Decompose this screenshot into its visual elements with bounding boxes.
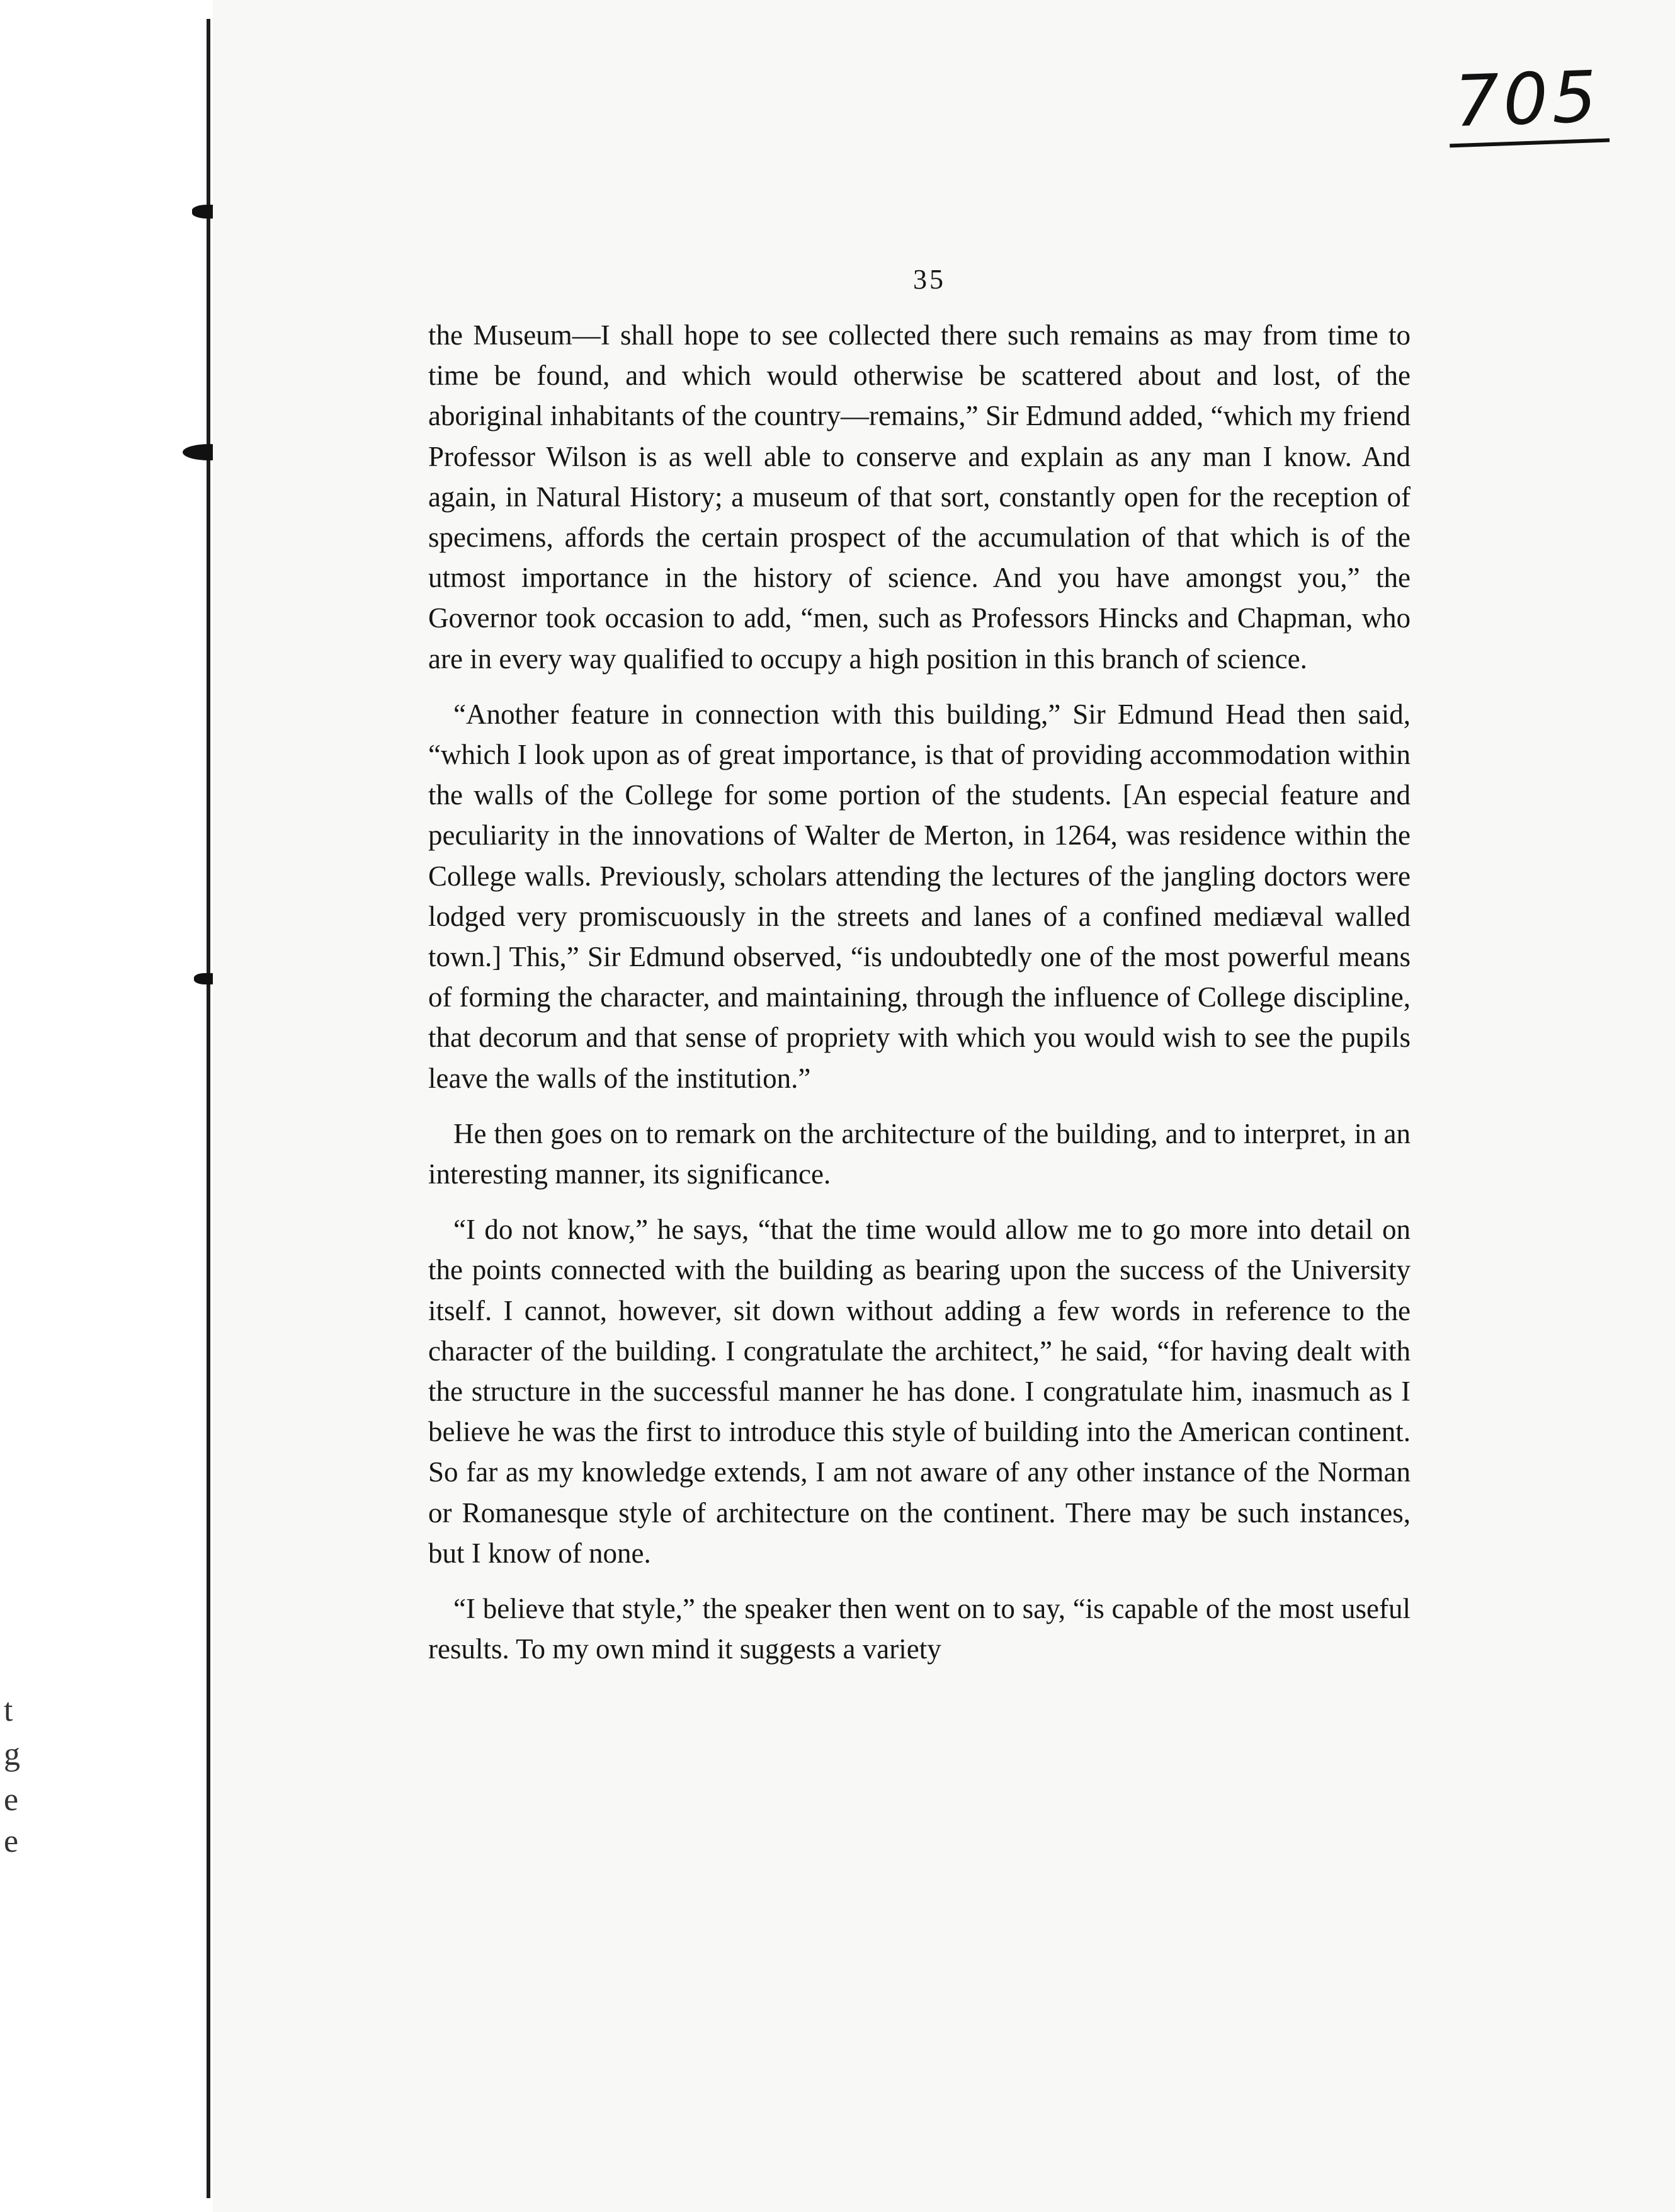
- paragraph: “Another feature in connection with this building,” Sir Edmund Head then said, “which I look upon as of great importance, is that of providing accommodation within the walls of the College for some portion of the students. [An especial feature and peculiarity in the innovations of Walter de Merton, in 1264, was residence within the College walls. Previously, scholars attending the lectures of the jangling doctors were lodged very promiscuously in the streets and lanes of a confined mediæval walled town.] This,” Sir Edmund observed, “is undoubtedly one of the most powerful means of forming the character, and maintaining, through the influence of College discipline, that decorum and that sense of propriety with which you would wish to see the pupils leave the walls of the institution.”: [428, 698, 1411, 1094]
- margin-fragment: e: [4, 1823, 19, 1859]
- handwritten-folio-number: 705: [1447, 60, 1610, 147]
- paragraph: the Museum—I shall hope to see collected there such remains as may from time to time be found, and which would otherwise be scattered about and lost, of the aboriginal inhabitants of the country—remains,” Sir Edmund added, “which my friend Professor Wilson is as well able to conserve and explain as any man I know. And again, in Natural History; a museum of that sort, constantly open for the reception of specimens, affords the certain prospect of the accumulation of that which is of the utmost importance in the history of science. And you have amongst you,” the Governor took occasion to add, “men, such as Professors Hincks and Chapman, who are in every way qualified to occupy a high position in this branch of science.: [428, 319, 1411, 675]
- paragraph: “I believe that style,” the speaker then went on to say, “is capable of the most useful results. To my own mind it suggests a variety: [428, 1593, 1411, 1665]
- paragraph: “I do not know,” he says, “that the time would allow me to go more into detail on the points connected with the building as bearing upon the success of the University itself. I cannot, however, sit down without adding a few words in reference to the character of the building. I congratulate the architect,” he said, “for having dealt with the structure in the successful manner he has done. I congratulate him, inasmuch as I believe he was the first to introduce this style of building into the American continent. So far as my knowledge extends, I am not aware of any other instance of the Norman or Romanesque style of architecture on the continent. There may be such instances, but I know of none.: [428, 1214, 1411, 1569]
- margin-fragment: g: [4, 1736, 20, 1772]
- page-number: 35: [913, 264, 946, 295]
- margin-fragment: t: [4, 1692, 13, 1728]
- binding-gutter: [207, 19, 210, 2198]
- body-text: [428, 315, 1411, 1685]
- margin-fragment: e: [4, 1782, 19, 1818]
- paragraph: He then goes on to remark on the architecture of the building, and to interpret, in an interesting manner, its significance.: [428, 1117, 1411, 1190]
- facing-page-strip: [0, 0, 214, 2212]
